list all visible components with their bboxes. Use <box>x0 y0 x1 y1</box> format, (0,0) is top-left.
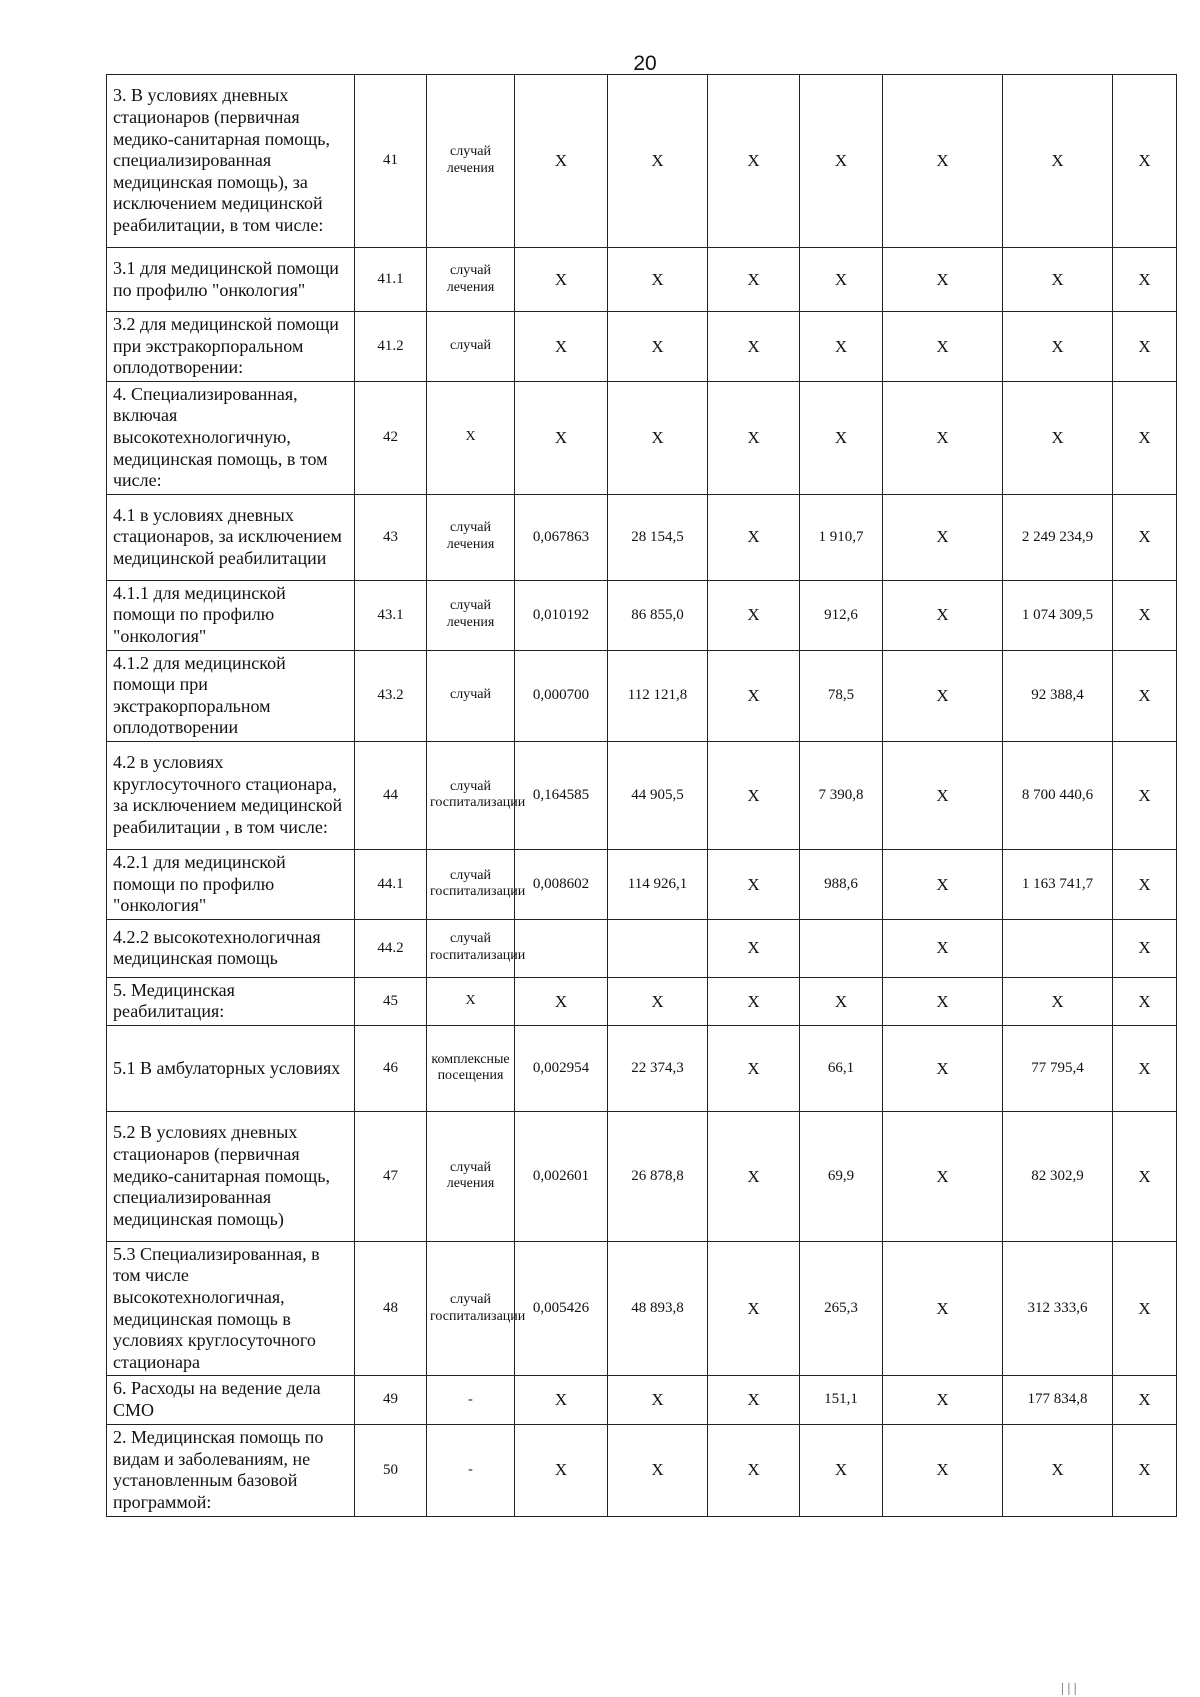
value-cell-3: X <box>708 75 800 248</box>
row-name-cell: 6. Расходы на ведение дела СМО <box>107 1376 355 1424</box>
table-row <box>107 650 1177 741</box>
row-name-cell: 4.1 в условиях дневных стационаров, за исключением медицинской реабилитации <box>107 494 355 580</box>
value-cell-3: X <box>708 381 800 494</box>
table-row <box>107 248 1177 312</box>
value-cell-3: X <box>708 248 800 312</box>
value-cell-1: 0,000700 <box>515 650 608 741</box>
value-cell-4: 988,6 <box>800 849 883 919</box>
row-unit-cell: случай <box>427 650 515 741</box>
value-cell-6: 312 333,6 <box>1003 1241 1113 1376</box>
row-name-cell: 5.3 Специализированная, в том числе высокотехнологичная, медицинская помощь в условиях круглосуточного стационара <box>107 1241 355 1376</box>
value-cell-6: X <box>1003 1424 1113 1516</box>
value-cell-4: 151,1 <box>800 1376 883 1424</box>
value-cell-2: X <box>608 312 708 382</box>
value-cell-2: X <box>608 977 708 1025</box>
row-unit-cell: X <box>427 977 515 1025</box>
value-cell-3: X <box>708 977 800 1025</box>
value-cell-6: 1 074 309,5 <box>1003 580 1113 650</box>
value-cell-7: X <box>1113 1376 1177 1424</box>
row-name-cell: 4. Специализированная, включая высокотехнологичную, медицинская помощь, в том числе: <box>107 381 355 494</box>
row-name-cell: 4.2 в условиях круглосуточного стационара, за исключением медицинской реабилитации , в том числе: <box>107 741 355 849</box>
value-cell-3: X <box>708 580 800 650</box>
value-cell-2: 44 905,5 <box>608 741 708 849</box>
value-cell-2: X <box>608 1376 708 1424</box>
value-cell-2: 26 878,8 <box>608 1111 708 1241</box>
table-row <box>107 977 1177 1025</box>
row-code-cell: 44.2 <box>355 919 427 977</box>
value-cell-2: 112 121,8 <box>608 650 708 741</box>
row-name-cell: 3.1 для медицинской помощи по профилю "онкология" <box>107 248 355 312</box>
value-cell-3: X <box>708 650 800 741</box>
value-cell-5: X <box>883 580 1003 650</box>
value-cell-3: X <box>708 741 800 849</box>
page-number: 20 <box>633 52 657 75</box>
value-cell-3: X <box>708 312 800 382</box>
value-cell-6: 82 302,9 <box>1003 1111 1113 1241</box>
value-cell-6: 1 163 741,7 <box>1003 849 1113 919</box>
value-cell-7: X <box>1113 580 1177 650</box>
table-row <box>107 1025 1177 1111</box>
row-code-cell: 48 <box>355 1241 427 1376</box>
table-row <box>107 1241 1177 1376</box>
table-row <box>107 580 1177 650</box>
value-cell-4: 265,3 <box>800 1241 883 1376</box>
value-cell-4: 7 390,8 <box>800 741 883 849</box>
value-cell-7: X <box>1113 494 1177 580</box>
table-row <box>107 1111 1177 1241</box>
value-cell-2 <box>608 919 708 977</box>
value-cell-4: X <box>800 75 883 248</box>
value-cell-1: X <box>515 381 608 494</box>
value-cell-1: 0,002954 <box>515 1025 608 1111</box>
table-row <box>107 849 1177 919</box>
value-cell-6: 77 795,4 <box>1003 1025 1113 1111</box>
row-unit-cell: случай лечения <box>427 248 515 312</box>
value-cell-7: X <box>1113 741 1177 849</box>
table-row <box>107 1376 1177 1424</box>
value-cell-3: X <box>708 1111 800 1241</box>
row-unit-cell: случай лечения <box>427 75 515 248</box>
value-cell-5: X <box>883 494 1003 580</box>
value-cell-1: X <box>515 75 608 248</box>
value-cell-5: X <box>883 1424 1003 1516</box>
value-cell-7: X <box>1113 248 1177 312</box>
value-cell-3: X <box>708 1241 800 1376</box>
value-cell-1: 0,164585 <box>515 741 608 849</box>
value-cell-4: 912,6 <box>800 580 883 650</box>
row-unit-cell: комплексные посещения <box>427 1025 515 1111</box>
value-cell-6: X <box>1003 75 1113 248</box>
value-cell-5: X <box>883 977 1003 1025</box>
value-cell-7: X <box>1113 75 1177 248</box>
row-code-cell: 41 <box>355 75 427 248</box>
value-cell-4: X <box>800 977 883 1025</box>
value-cell-6: 92 388,4 <box>1003 650 1113 741</box>
value-cell-5: X <box>883 650 1003 741</box>
row-name-cell: 3.2 для медицинской помощи при экстракорпоральном оплодотворении: <box>107 312 355 382</box>
value-cell-4: 1 910,7 <box>800 494 883 580</box>
value-cell-5: X <box>883 849 1003 919</box>
value-cell-6: X <box>1003 381 1113 494</box>
row-unit-cell: случай лечения <box>427 1111 515 1241</box>
value-cell-4: 69,9 <box>800 1111 883 1241</box>
row-code-cell: 43.2 <box>355 650 427 741</box>
value-cell-1: X <box>515 1424 608 1516</box>
table-row <box>107 381 1177 494</box>
row-name-cell: 4.2.2 высокотехнологичная медицинская помощь <box>107 919 355 977</box>
value-cell-5: X <box>883 741 1003 849</box>
value-cell-7: X <box>1113 1241 1177 1376</box>
value-cell-7: X <box>1113 1111 1177 1241</box>
row-unit-cell: случай госпитализации <box>427 1241 515 1376</box>
value-cell-6: 8 700 440,6 <box>1003 741 1113 849</box>
value-cell-2: 48 893,8 <box>608 1241 708 1376</box>
value-cell-2: X <box>608 248 708 312</box>
value-cell-7: X <box>1113 977 1177 1025</box>
row-code-cell: 47 <box>355 1111 427 1241</box>
value-cell-1: 0,002601 <box>515 1111 608 1241</box>
value-cell-3: X <box>708 1376 800 1424</box>
row-unit-cell: случай госпитализации <box>427 849 515 919</box>
value-cell-5: X <box>883 1025 1003 1111</box>
row-code-cell: 44 <box>355 741 427 849</box>
row-unit-cell: случай госпитализации <box>427 919 515 977</box>
value-cell-1: 0,008602 <box>515 849 608 919</box>
value-cell-2: 86 855,0 <box>608 580 708 650</box>
value-cell-4: X <box>800 312 883 382</box>
value-cell-7: X <box>1113 1424 1177 1516</box>
row-code-cell: 49 <box>355 1376 427 1424</box>
value-cell-4: X <box>800 1424 883 1516</box>
row-code-cell: 41.1 <box>355 248 427 312</box>
value-cell-5: X <box>883 312 1003 382</box>
table-row <box>107 919 1177 977</box>
row-code-cell: 41.2 <box>355 312 427 382</box>
row-code-cell: 46 <box>355 1025 427 1111</box>
table-row <box>107 494 1177 580</box>
row-name-cell: 3. В условиях дневных стационаров (первичная медико-санитарная помощь, специализированная медицинская помощь), за исключением медицинской реабилитации, в том числе: <box>107 75 355 248</box>
value-cell-2: X <box>608 381 708 494</box>
row-name-cell: 5.2 В условиях дневных стационаров (первичная медико-санитарная помощь, специализированная медицинская помощь) <box>107 1111 355 1241</box>
table-row <box>107 741 1177 849</box>
value-cell-1: X <box>515 248 608 312</box>
table-row <box>107 312 1177 382</box>
value-cell-3: X <box>708 849 800 919</box>
value-cell-7: X <box>1113 312 1177 382</box>
value-cell-3: X <box>708 1424 800 1516</box>
value-cell-5: X <box>883 1241 1003 1376</box>
value-cell-7: X <box>1113 919 1177 977</box>
value-cell-5: X <box>883 248 1003 312</box>
value-cell-4: X <box>800 381 883 494</box>
row-code-cell: 45 <box>355 977 427 1025</box>
value-cell-1: 0,067863 <box>515 494 608 580</box>
value-cell-6: X <box>1003 248 1113 312</box>
value-cell-4: 66,1 <box>800 1025 883 1111</box>
value-cell-7: X <box>1113 1025 1177 1111</box>
row-name-cell: 5.1 В амбулаторных условиях <box>107 1025 355 1111</box>
row-unit-cell: случай <box>427 312 515 382</box>
value-cell-3: X <box>708 494 800 580</box>
value-cell-1 <box>515 919 608 977</box>
value-cell-6: 177 834,8 <box>1003 1376 1113 1424</box>
value-cell-2: 114 926,1 <box>608 849 708 919</box>
value-cell-7: X <box>1113 650 1177 741</box>
value-cell-2: 28 154,5 <box>608 494 708 580</box>
row-name-cell: 5. Медицинская реабилитация: <box>107 977 355 1025</box>
value-cell-3: X <box>708 1025 800 1111</box>
row-code-cell: 44.1 <box>355 849 427 919</box>
value-cell-1: X <box>515 1376 608 1424</box>
value-cell-1: X <box>515 312 608 382</box>
table-row <box>107 75 1177 248</box>
row-name-cell: 2. Медицинская помощь по видам и заболеваниям, не установленным базовой программой: <box>107 1424 355 1516</box>
row-name-cell: 4.1.2 для медицинской помощи при экстракорпоральном оплодотворении <box>107 650 355 741</box>
row-code-cell: 43 <box>355 494 427 580</box>
row-unit-cell: случай лечения <box>427 494 515 580</box>
value-cell-4: X <box>800 248 883 312</box>
row-code-cell: 42 <box>355 381 427 494</box>
row-name-cell: 4.1.1 для медицинской помощи по профилю "онкология" <box>107 580 355 650</box>
row-unit-cell: случай госпитализации <box>427 741 515 849</box>
value-cell-2: X <box>608 75 708 248</box>
value-cell-2: X <box>608 1424 708 1516</box>
row-unit-cell: X <box>427 381 515 494</box>
row-code-cell: 43.1 <box>355 580 427 650</box>
value-cell-6 <box>1003 919 1113 977</box>
value-cell-6: X <box>1003 977 1113 1025</box>
data-table <box>106 74 1177 1517</box>
row-name-cell: 4.2.1 для медицинской помощи по профилю "онкология" <box>107 849 355 919</box>
row-unit-cell: - <box>427 1424 515 1516</box>
value-cell-1: X <box>515 977 608 1025</box>
value-cell-7: X <box>1113 849 1177 919</box>
value-cell-4: 78,5 <box>800 650 883 741</box>
value-cell-6: X <box>1003 312 1113 382</box>
value-cell-4 <box>800 919 883 977</box>
value-cell-1: 0,005426 <box>515 1241 608 1376</box>
value-cell-1: 0,010192 <box>515 580 608 650</box>
value-cell-5: X <box>883 381 1003 494</box>
value-cell-3: X <box>708 919 800 977</box>
row-unit-cell: случай лечения <box>427 580 515 650</box>
table-row <box>107 1424 1177 1516</box>
row-unit-cell: - <box>427 1376 515 1424</box>
scan-mark: │││ <box>1060 1684 1079 1695</box>
row-code-cell: 50 <box>355 1424 427 1516</box>
value-cell-5: X <box>883 75 1003 248</box>
value-cell-5: X <box>883 1376 1003 1424</box>
value-cell-6: 2 249 234,9 <box>1003 494 1113 580</box>
value-cell-5: X <box>883 919 1003 977</box>
value-cell-2: 22 374,3 <box>608 1025 708 1111</box>
value-cell-5: X <box>883 1111 1003 1241</box>
value-cell-7: X <box>1113 381 1177 494</box>
